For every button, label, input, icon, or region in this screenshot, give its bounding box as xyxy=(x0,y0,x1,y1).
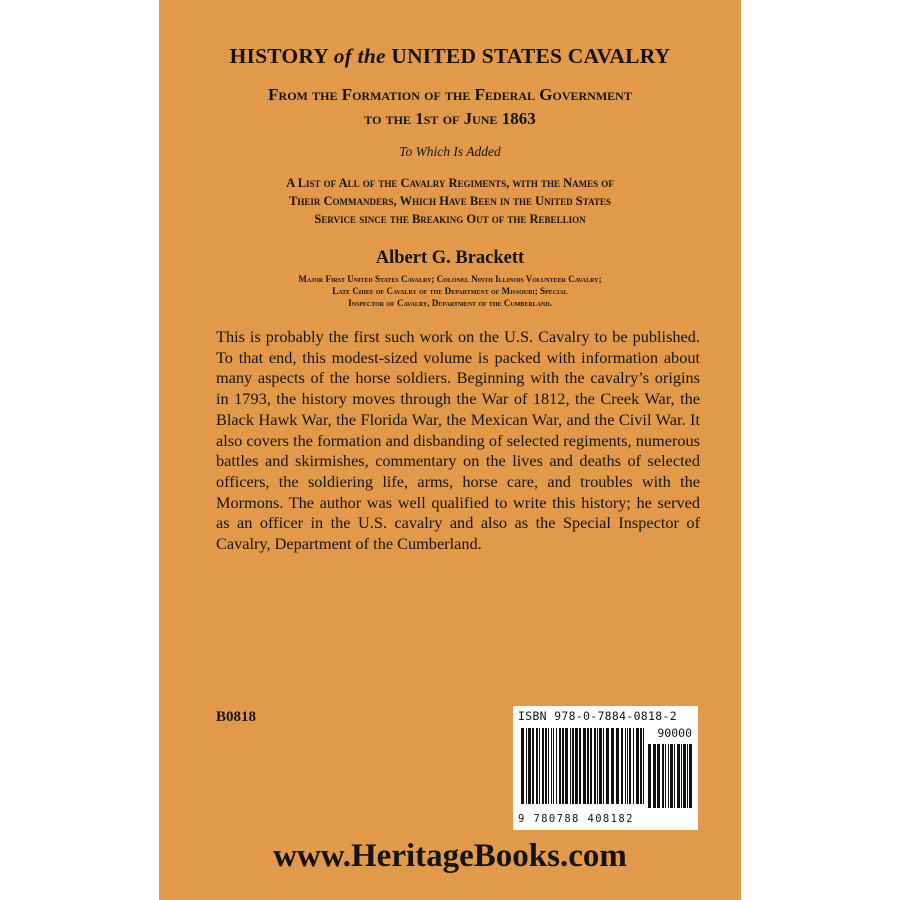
publisher-website: www.HeritageBooks.com xyxy=(273,838,627,874)
title-part-2: of the xyxy=(333,44,386,68)
isbn-number: ISBN 978-0-7884-0818-2 xyxy=(518,709,677,723)
author-name: Albert G. Brackett xyxy=(375,248,525,268)
ean-number: 9 780788 408182 xyxy=(518,813,634,825)
title-part-3: UNITED STATES CAVALRY xyxy=(385,44,671,68)
list-line-1: A List of All of the Cavalry Regiments, with the Names of xyxy=(286,176,614,190)
book-title xyxy=(159,44,741,69)
author-credentials xyxy=(159,273,741,310)
isbn-barcode xyxy=(513,706,698,830)
regiment-list-note xyxy=(159,174,741,228)
back-cover xyxy=(159,0,741,900)
to-which-is-added: To Which Is Added xyxy=(399,144,501,159)
subtitle-line-2: to the 1st of June 1863 xyxy=(364,109,536,128)
book-description: This is probably the first such work on the U.S. Cavalry to be published. To that end, this modest-sized volume is packed with information about many aspects of the horse soldiers. Beginning with the cavalry’s origins in 1793, the history moves through the War of 1812, the Creek War, the Black Hawk War, the Florida War, the Mexican War, and the Civil War. It also covers the formation and disbanding of selected regiments, numerous battles and skirmishes, commentary on the lives and deaths of selected officers, the soldiering life, arms, horse care, and troubles with the Mormons. The author was well qualified to write this history; he served as an officer in the U.S. cavalry and also as the Special Inspector of Cavalry, Department of the Cumberland. xyxy=(216,327,700,554)
list-line-3: Service since the Breaking Out of the Rebellion xyxy=(314,212,586,226)
subtitle-line-1: From the Formation of the Federal Government xyxy=(268,85,632,104)
title-part-1: HISTORY xyxy=(229,44,334,68)
credentials-line-3: Inspector of Cavalry, Department of the Cumberland. xyxy=(348,298,552,309)
credentials-line-2: Late Chief of Cavalry of the Department of Missouri; Special xyxy=(332,286,568,297)
barcode-bars-icon xyxy=(521,728,646,804)
credentials-line-1: Major First United States Cavalry; Colonel Ninth Illinois Volunteer Cavalry; xyxy=(298,274,602,284)
barcode-addon-bars-icon xyxy=(648,744,693,808)
list-line-2: Their Commanders, Which Have Been in the United States xyxy=(289,194,611,208)
product-code: B0818 xyxy=(216,709,257,725)
price-code: 90000 xyxy=(657,726,692,740)
